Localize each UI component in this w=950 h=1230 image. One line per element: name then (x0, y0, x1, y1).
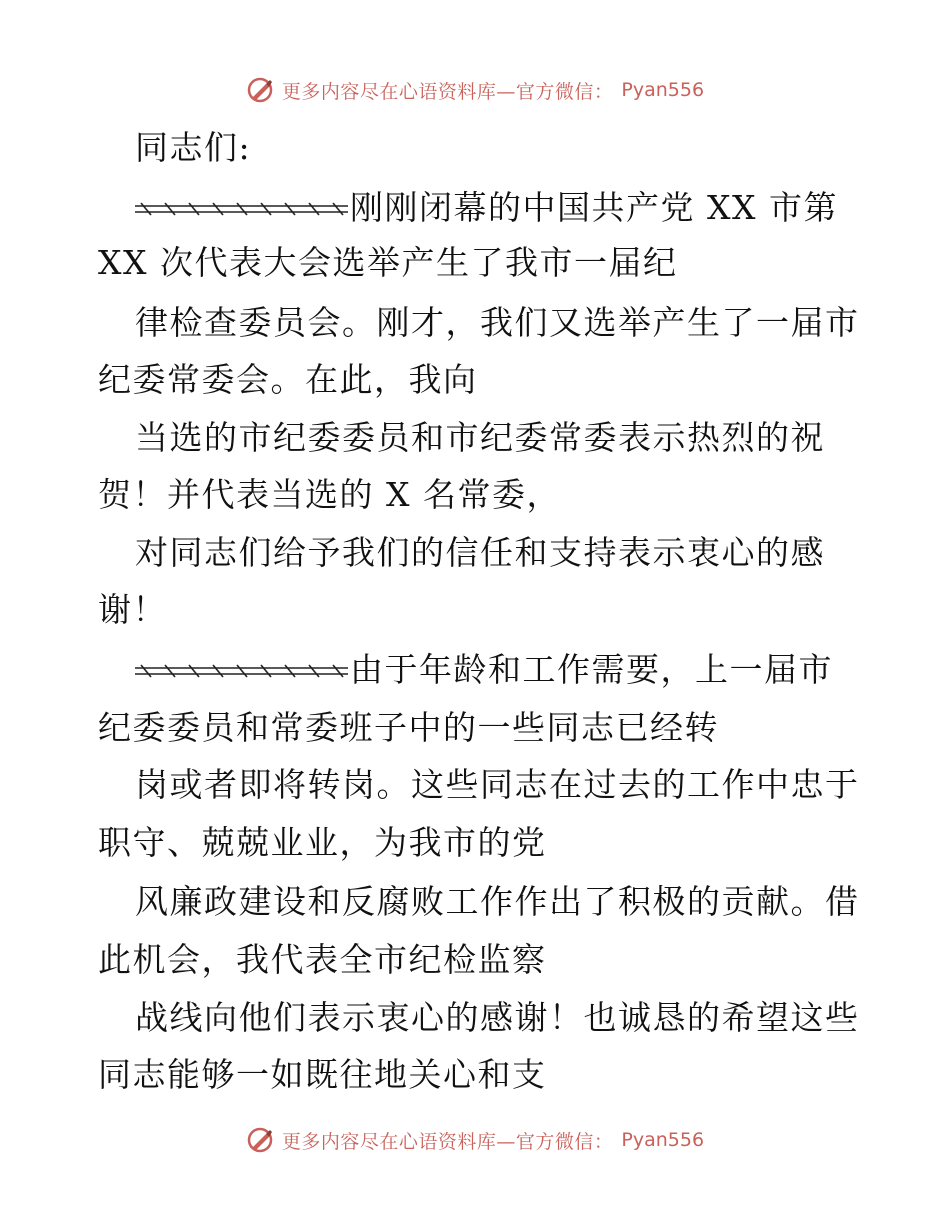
body-line: 谢！ (98, 590, 167, 629)
body-line: 纪委常委会。在此，我向 (98, 360, 478, 399)
double-rule-decoration (135, 197, 348, 221)
pen-logo-icon (246, 1126, 274, 1154)
header-banner-text: 更多内容尽在心语资料库—官方微信： (281, 80, 614, 103)
footer-banner-id: Pyan556 (621, 1129, 705, 1151)
body-line: 同志能够一如既往地关心和支 (98, 1055, 547, 1094)
body-line: 职守、兢兢业业，为我市的党 (98, 823, 547, 862)
header-banner (0, 70, 950, 110)
body-line-with-rule (135, 650, 833, 690)
body-line: 战线向他们表示衷心的感谢！也诚恳的希望这些 (135, 998, 860, 1037)
body-line: 纪委委员和常委班子中的一些同志已经转 (98, 708, 719, 747)
body-line-text: 刚刚闭幕的中国共产党 XX 市第 (350, 188, 838, 227)
body-line-text: 由于年龄和工作需要，上一届市 (350, 650, 833, 689)
body-line-with-rule (135, 188, 838, 228)
body-line: 此机会，我代表全市纪检监察 (98, 940, 547, 979)
body-line: 同志们: (135, 128, 252, 167)
body-line: 贺！并代表当选的 X 名常委， (98, 475, 561, 514)
body-line: XX 次代表大会选举产生了我市一届纪 (98, 243, 678, 282)
body-line: 岗或者即将转岗。这些同志在过去的工作中忠于 (135, 765, 860, 804)
double-rule-decoration (135, 659, 348, 683)
body-line: 风廉政建设和反腐败工作作出了积极的贡献。借 (135, 882, 860, 921)
pen-logo-icon (246, 76, 274, 104)
header-banner-id: Pyan556 (621, 79, 705, 101)
body-line: 当选的市纪委委员和市纪委常委表示热烈的祝 (135, 418, 825, 457)
body-line: 律检查委员会。刚才，我们又选举产生了一届市 (135, 303, 860, 342)
footer-banner-text: 更多内容尽在心语资料库—官方微信： (281, 1130, 614, 1153)
footer-banner (0, 1120, 950, 1160)
body-line: 对同志们给予我们的信任和支持表示衷心的感 (135, 533, 825, 572)
